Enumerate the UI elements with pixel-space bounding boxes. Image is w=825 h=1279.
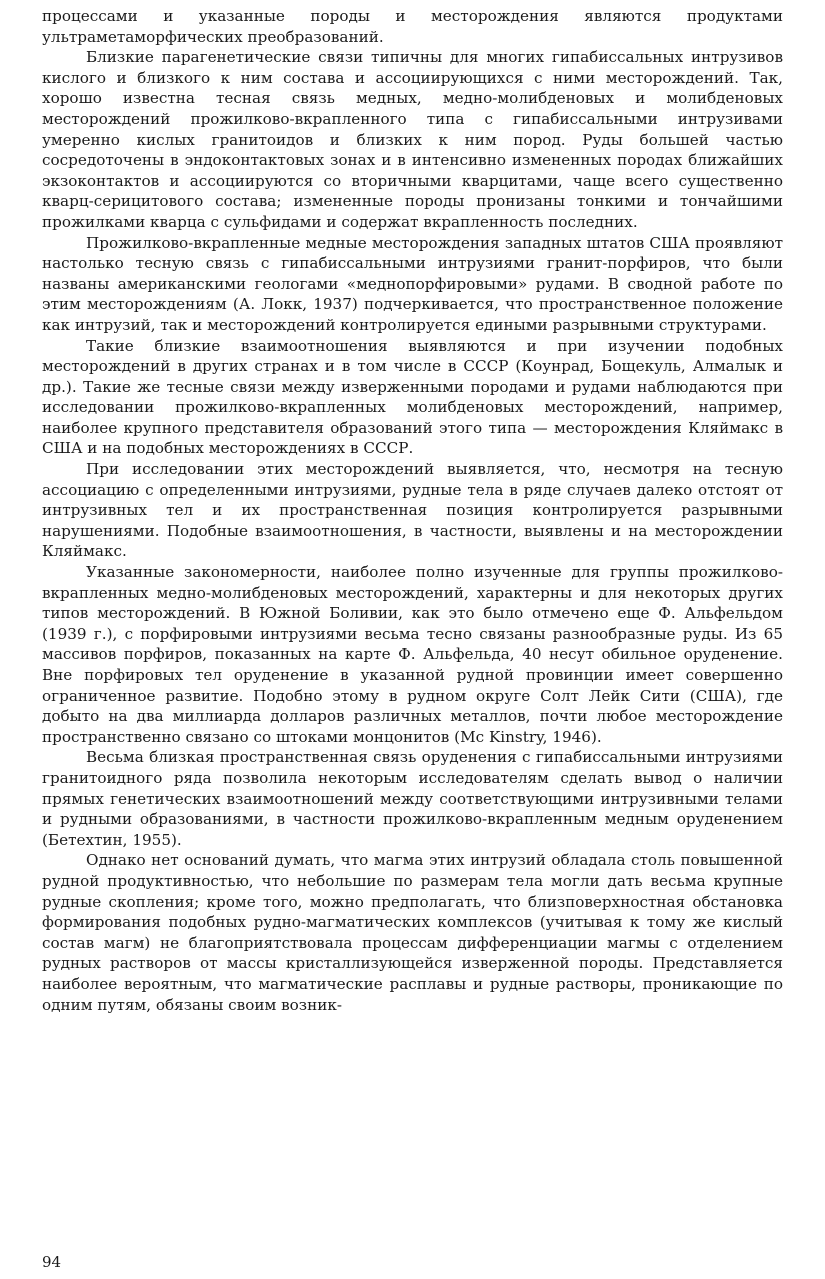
- paragraph-2: Близкие парагенетические связи типичны для многих гипабиссальных интрузивов кислого и близкого к ним состава и ассоциирующихся с ними месторождений. Так, хорошо известна тесная связь медных, медно-молибденовых и молибденовых месторождений прожилково-вкрапленного типа с гипабиссальными интрузивами умеренно кислых гранитоидов и близких к ним пород. Руды большей частью сосредоточены в эндоконтактовых зонах и в интенсивно измененных породах ближайших экзоконтактов и ассоциируются со вторичными кварцитами, чаще всего существенно кварц-серицитового состава; измененные породы пронизаны тонкими и тончайшими прожилками кварца с сульфидами и содержат вкрапленность последних.: [42, 48, 783, 231]
- paragraph-3: Прожилково-вкрапленные медные месторождения западных штатов США проявляют настолько тесную связь с гипабиссальными интрузиями гранит-порфиров, что были названы американскими геологами «меднопорфировыми» рудами. В сводной работе по этим месторождениям (А. Локк, 1937) подчеркивается, что пространственное положение как интрузий, так и месторождений контролируется едиными разрывными структурами.: [42, 233, 783, 334]
- paragraph-4: Такие близкие взаимоотношения выявляются и при изучении подобных месторождений в других странах и в том числе в СССР (Коунрад, Бощекуль, Алмалык и др.). Такие же тесные связи между изверженными породами и рудами наблюдаются при исследовании прожилково-вкрапленных молибденовых месторождений, например, наиболее крупного представителя образований этого типа — месторождения Кляймакс в США и на подобных месторождениях в СССР.: [42, 336, 783, 458]
- page-number: 94: [42, 1253, 62, 1271]
- page-body-text: [42, 6, 783, 1015]
- paragraph-8: Однако нет оснований думать, что магма этих интрузий обладала столь повышенной рудной продуктивностью, что небольшие по размерам тела могли дать весьма крупные рудные скопления; кроме того, можно предполагать, что близповерхностная обстановка формирования подобных рудно-магматических комплексов (учитывая к тому же кислый состав магм) не благоприятствовала процессам дифференциации магмы с отделением рудных растворов от массы кристаллизующейся изверженной породы. Представляется наиболее вероятным, что магматические расплавы и рудные растворы, проникающие по одним путям, обязаны своим возник-: [42, 851, 783, 1014]
- paragraph-1: процессами и указанные породы и месторождения являются продуктами ультраметаморфических преобразований.: [42, 7, 783, 46]
- paragraph-5: При исследовании этих месторождений выявляется, что, несмотря на тесную ассоциацию с определенными интрузиями, рудные тела в ряде случаев далеко отстоят от интрузивных тел и их пространственная позиция контролируется разрывными нарушениями. Подобные взаимоотношения, в частности, выявлены и на месторождении Кляймакс.: [42, 460, 783, 561]
- paragraph-7: Весьма близкая пространственная связь оруденения с гипабиссальными интрузиями гранитоидного ряда позволила некоторым исследователям сделать вывод о наличии прямых генетических взаимоотношений между соответствующими интрузивными телами и рудными образованиями, в частности прожилково-вкрапленным медным оруденением (Бетехтин, 1955).: [42, 748, 783, 849]
- paragraph-6: Указанные закономерности, наиболее полно изученные для группы прожилково-вкрапленных медно-молибденовых месторождений, характерны и для некоторых других типов месторождений. В Южной Боливии, как это было отмечено еще Ф. Альфельдом (1939 г.), с порфировыми интрузиями весьма тесно связаны разнообразные руды. Из 65 массивов порфиров, показанных на карте Ф. Альфельда, 40 несут обильное оруденение. Вне порфировых тел оруденение в указанной рудной провинции имеет совершенно ограниченное развитие. Подобно этому в рудном округе Солт Лейк Сити (США), где добыто на два миллиарда долларов различных металлов, почти любое месторождение пространственно связано со штоками монцонитов (Mc Kinstry, 1946).: [42, 563, 783, 746]
